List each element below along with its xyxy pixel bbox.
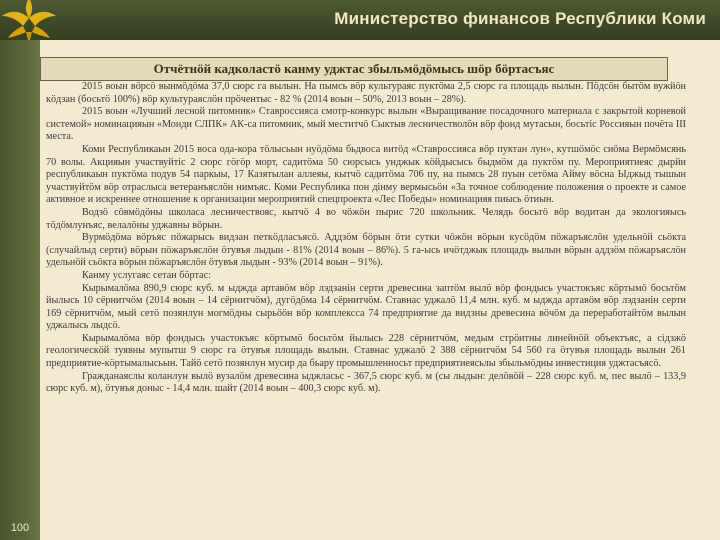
header-bar: [0, 0, 720, 40]
paragraph-nursery-contest: 2015 воын «Лучший лесной питомник» Ставроссияса смотр-конкурс вылын «Выращивание посадочного материала с закрытой корневой системой» номинацияын «Монди СЛПК» АК-са питомник, мый меститчӧ Сыктыв лесничестволӧн вӧр фонд мутасын, босьтiс Россияын почёта III места.: [46, 106, 686, 143]
left-sidebar-bar: [0, 40, 40, 540]
page-number: 100: [10, 522, 30, 534]
section-title: Отчётнӧй кадколастӧ канму уджтас збыльмӧдӧмысь шӧр бӧртасъяс: [40, 57, 668, 81]
paragraph-linear-objects: Кырымалӧма вӧр фондысь участокъяс кӧртымӧ босьтӧм йылысь 228 сёрнитчӧм, медым стрӧитны линейнӧй объектъяс, а сiдзжӧ геологическӧй туявны мупытш 9 сюрс га ӧтувъя площадь вылын. Ставнас уджалӧ 2 388 сёрнитчӧм 54 560 га ӧтувъя площадь вылын 261 предприятие-кӧртымалысьын. Тайӧ сетӧ позянлун мусир да бьару промышленносьт предприятиеясьлы збыльмӧдны инвестиция уджтасъясӧ.: [46, 332, 686, 370]
paragraph-lease-agreements: Кырымалӧма 890,9 сюрс куб. м ыджда артавӧм вӧр лэдзанiн серти древесина заптӧм вылӧ вӧр фондысь участокъяс кӧртымӧ босьтӧм йылысь 10 сёрнитчӧм (2014 воын – 14 сёрнитчӧм), дугӧдӧма 14 сёрнитчӧм. Ставнас уджалӧ 11,4 млн. куб. м ыджда артавӧм вӧр лэдзанiн серти 169 сёрнитчӧм, мый сетӧ позянлун могмӧдны сырьӧӧн вӧр комплексса 74 предприятие да видзны древесина вӧчӧм да переработайтӧм вылын уджалысь лыдсӧ.: [46, 282, 686, 332]
paragraph-forest-restoration: 2015 воын вӧрсӧ вынмӧдӧма 37,0 сюрс га вылын. На пымсь вӧр культураяс пуктӧма 2,5 сюрс га площадь вылын. Пӧдсӧн бытӧм вужйӧн кӧдзан (босьтӧ 100%) вӧр культураяслӧн прӧчентыс - 82 % (2014 воын – 50%, 2013 воын – 28%).: [46, 81, 686, 105]
paragraph-school-forestry: Водзӧ сӧвмӧдӧны школаса лесничествояс, кытчӧ 4 во чӧжӧн пырис 720 школьник. Челядь босьтӧ вӧр водитан да экологияысь тӧдӧмлунъяс, велалӧны уджавны вӧрын.: [46, 206, 686, 231]
ministry-title: Министерство финансов Республики Коми: [334, 9, 706, 28]
paragraph-services-heading: Канму услугаяс сетан бӧртас:: [82, 269, 211, 281]
report-body: [46, 81, 686, 396]
paragraph-wood-sales: Гражданаяслы коланлун вылӧ вузалӧм древесина ыджласьс - 367,5 сюрс куб. м (сы лыдын: делӧвӧй – 228 сюрс куб. м, пес вылӧ – 133,9 сюрс куб. м), ӧтувъя доныс - 14,4 млн. шайт (2014 воын – 400,3 сюрс куб. м).: [46, 370, 686, 395]
paragraph-planting-day: Коми Республикаын 2015 воса ода-кора тӧлысьын нуӧдӧма бьдвоса витӧд «Ставроссияса вӧр пуктан лун», кутшӧмӧс сиӧма Вермӧмсянь 70 волы. Акцияын участвуйтiс 2 сюрс гӧгӧр морт, садитӧма 50 сюрсысь унджык кӧйдысысь быдмӧм да пуктӧм пу. Мероприятиеяс дырйи республикаын пуктӧма подув 54 паркыы, 17 Казятылан аллеяы, кытчӧ садитӧма 706 пу, на пымсь 28 пуын сетӧма Айму вӧсна Ыджыд тышын участвуйтӧм вӧр отраслыса ветеранъяслӧн нимъяс. Коми Республика пон дiнму вермысьӧн «За точное соблюдение положения о проекте и самое активное и искреннее отношение к организации мероприятий спецпроекта «Лес Победы» номинацияя пиысь ӧтиын.: [46, 143, 686, 206]
paragraph-fire-protection: Вурмӧдӧма вӧръяс пӧжарысь видзан петкӧдласъясӧ. Аддзӧм бӧрын ӧти сутки чӧжӧн вӧрын кусӧдӧм пӧжаръяслӧн удельнӧй сьӧкта (случайлыд серти) вӧрын пӧжаръяслӧн ӧтувъя лыдын - 81% (2014 воын – 86%). 5 га-ысь ичӧтджык площадь вылын вӧрын аддзӧм пӧжаръяслӧн удельнӧй сьӧкта вӧрын пӧжаръяслӧн ӧтувъя лыдын - 93% (2014 воын – 91%).: [46, 232, 686, 269]
